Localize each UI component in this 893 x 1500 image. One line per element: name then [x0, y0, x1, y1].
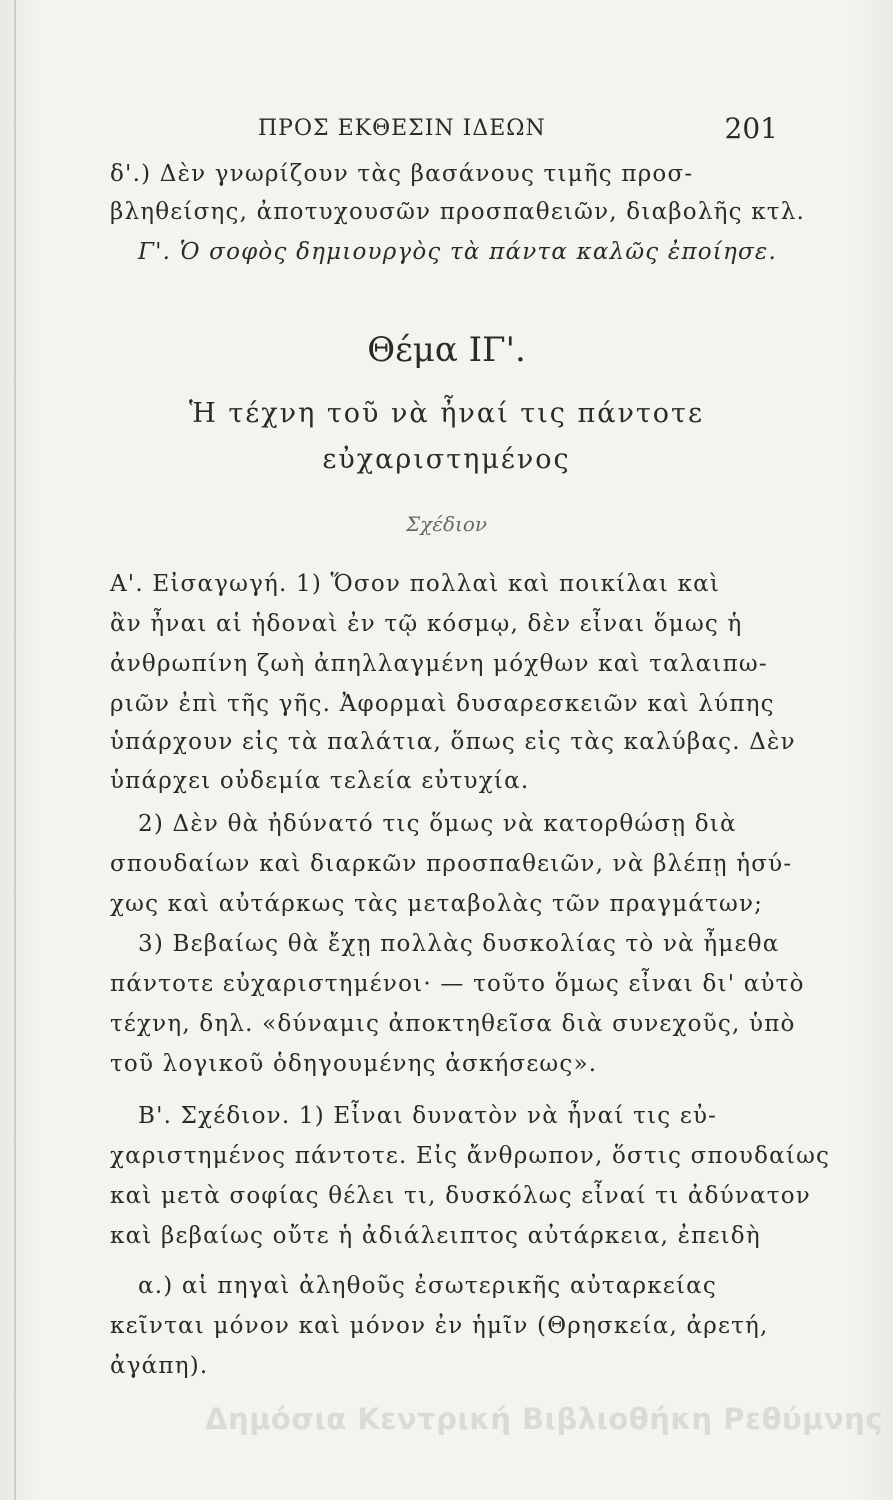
- body-line: Β'. Σχέδιον. 1) Εἶναι δυνατὸν νὰ ἦναί τις εὐ-: [138, 1103, 718, 1129]
- body-line: 2) Δὲν θὰ ἠδύνατό τις ὅμως νὰ κατορθώσῃ διὰ: [138, 811, 737, 837]
- body-line: ἀνθρωπίνη ζωὴ ἀπηλλαγμένη μόχθων καὶ ταλαιπω-: [110, 651, 768, 677]
- schedion-heading: Σχέδιον: [405, 512, 488, 536]
- body-line: 3) Βεβαίως θὰ ἔχῃ πολλὰς δυσκολίας τὸ νὰ ἦμεθα: [138, 931, 780, 957]
- body-line: τοῦ λογικοῦ ὁδηγουμένης ἀσκήσεως».: [110, 1051, 598, 1077]
- body-line: πάντοτε εὐχαριστημένοι· — τοῦτο ὅμως εἶναι δι' αὐτὸ: [110, 971, 805, 997]
- theme-subtitle-line2: εὐχαριστημένος: [322, 444, 571, 475]
- body-line: ὑπάρχει οὐδεμία τελεία εὐτυχία.: [110, 768, 530, 794]
- body-line: ὑπάρχουν εἰς τὰ παλάτια, ὅπως εἰς τὰς καλύβας. Δὲν: [110, 729, 796, 755]
- intro-line: βληθείσης, ἀποτυχουσῶν προσπαθειῶν, διαβολῆς κτλ.: [110, 199, 805, 225]
- body-line: ἂν ἦναι αἱ ἡδοναὶ ἐν τῷ κόσμῳ, δὲν εἶναι ὅμως ἡ: [110, 611, 743, 637]
- body-line: σπουδαίων καὶ διαρκῶν προσπαθειῶν, νὰ βλέπῃ ἡσύ-: [110, 851, 793, 877]
- body-line: τέχνη, δηλ. «δύναμις ἀποκτηθεῖσα διὰ συνεχοῦς, ὑπὸ: [110, 1011, 796, 1037]
- body-line: καὶ μετὰ σοφίας θέλει τι, δυσκόλως εἶναί τι ἀδύνατον: [110, 1183, 811, 1209]
- intro-line: Γ'. Ὁ σοφὸς δημιουργὸς τὰ πάντα καλῶς ἐποίησε.: [138, 239, 777, 265]
- intro-line: δ'.) Δὲν γνωρίζουν τὰς βασάνους τιμῆς προσ-: [110, 161, 694, 187]
- body-line: ριῶν ἐπὶ τῆς γῆς. Ἀφορμαὶ δυσαρεσκειῶν καὶ λύπης: [110, 691, 775, 717]
- theme-title: Θέμα ΙΓ'.: [367, 330, 526, 370]
- body-line: Α'. Εἰσαγωγή. 1) Ὅσον πολλαὶ καὶ ποικίλαι καὶ: [110, 571, 721, 597]
- body-line: ἀγάπη).: [110, 1353, 209, 1379]
- body-line: α.) αἱ πηγαὶ ἀληθοῦς ἐσωτερικῆς αὐταρκείας: [138, 1273, 717, 1299]
- running-header-title: ΠΡΟΣ ΕΚΘΕΣΙΝ ΙΔΕΩΝ: [258, 116, 546, 141]
- body-line: χως καὶ αὐτάρκως τὰς μεταβολὰς τῶν πραγμάτων;: [110, 891, 764, 917]
- body-line: κεῖνται μόνον καὶ μόνον ἐν ἡμῖν (Θρησκεία, ἀρετή,: [110, 1313, 769, 1339]
- page-binding-edge: [14, 0, 16, 1500]
- running-header: [258, 112, 778, 152]
- body-line: χαριστημένος πάντοτε. Εἰς ἄνθρωπον, ὅστις σπουδαίως: [110, 1143, 831, 1169]
- library-watermark: Δημόσια Κεντρική Βιβλιοθήκη Ρεθύμνης: [205, 1402, 884, 1436]
- page-number: 201: [724, 112, 778, 145]
- body-line: καὶ βεβαίως οὔτε ἡ ἀδιάλειπτος αὐτάρκεια, ἐπειδὴ: [110, 1223, 761, 1249]
- theme-subtitle-line1: Ἡ τέχνη τοῦ νὰ ἦναί τις πάντοτε: [189, 398, 704, 429]
